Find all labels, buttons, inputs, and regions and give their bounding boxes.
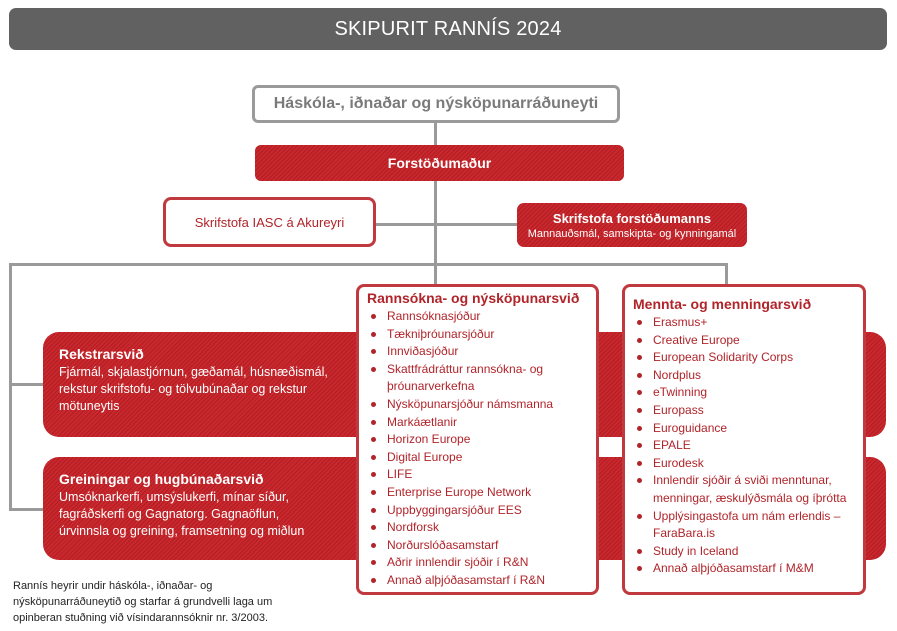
connector-iasc xyxy=(376,223,517,226)
chart-title: SKIPURIT RANNÍS 2024 xyxy=(334,17,562,40)
list-item: Rannsóknasjóður xyxy=(367,308,588,326)
research-division-list xyxy=(367,308,588,590)
director-office-subtitle: Mannauðsmál, samskipta- og kynningamál xyxy=(527,227,737,240)
connector-culture-drop xyxy=(725,263,728,285)
connector-analytics xyxy=(9,508,45,511)
culture-division-panel xyxy=(622,284,866,595)
list-item: Nordplus xyxy=(633,367,855,385)
list-item: Skattfrádráttur rannsókna- og þróunarverkefna xyxy=(367,361,588,396)
director-label: Forstöðumaður xyxy=(387,155,492,171)
list-item: Study in Iceland xyxy=(633,543,855,561)
list-item: Uppbyggingarsjóður EES xyxy=(367,502,588,520)
list-item: Innlendir sjóðir á sviði menntunar, menningar, æskulýðsmála og íþrótta xyxy=(633,472,855,507)
list-item: Digital Europe xyxy=(367,449,588,467)
list-item: Markáætlanir xyxy=(367,414,588,432)
list-item: Eurodesk xyxy=(633,455,855,473)
connector-operations xyxy=(9,383,45,386)
operations-description: Fjármál, skjalastjórnun, gæðamál, húsnæðismál, rekstur skrifstofu- og tölvubúnaðar og rekstur mötuneytis xyxy=(59,365,328,413)
research-division-panel xyxy=(356,284,599,595)
list-item: eTwinning xyxy=(633,384,855,402)
operations-title: Rekstrarsvið xyxy=(59,346,144,362)
ministry-box xyxy=(252,85,620,123)
analytics-title: Greiningar og hugbúnaðarsvið xyxy=(59,471,264,487)
connector-horizontal-main xyxy=(9,263,728,266)
list-item: Enterprise Europe Network xyxy=(367,484,588,502)
list-item: Nordforsk xyxy=(367,519,588,537)
analytics-description: Umsóknarkerfi, umsýslukerfi, mínar síður, fagráðskerfi og Gagnatorg. Gagnaöflun, úrvinnsla og greining, framsetning og miðlun xyxy=(59,490,305,538)
connector-ministry-director xyxy=(434,123,437,145)
list-item: Innviðasjóður xyxy=(367,343,588,361)
list-item: Europass xyxy=(633,402,855,420)
list-item: Upplýsingastofa um nám erlendis – FaraBara.is xyxy=(633,508,855,543)
list-item: EPALE xyxy=(633,437,855,455)
list-item: Norðurslóðasamstarf xyxy=(367,537,588,555)
research-division-title: Rannsókna- og nýsköpunarsvið xyxy=(367,290,580,306)
director-office-title: Skrifstofa forstöðumanns xyxy=(552,210,712,226)
list-item: Euroguidance xyxy=(633,420,855,438)
culture-division-list xyxy=(633,314,855,578)
ministry-label: Háskóla-, iðnaðar og nýsköpunarráðuneyti xyxy=(273,95,599,112)
iasc-office-box xyxy=(163,197,376,247)
footnote: Rannís heyrir undir háskóla-, iðnaðar- og nýsköpunarráðuneytið og starfar á grundvelli laga um opinberan stuðning við vísindarannsóknir nr. 3/2003. xyxy=(13,580,273,624)
list-item: Annað alþjóðasamstarf í M&M xyxy=(633,560,855,578)
list-item: Nýsköpunarsjóður námsmanna xyxy=(367,396,588,414)
list-item: Creative Europe xyxy=(633,332,855,350)
director-box xyxy=(255,145,624,181)
iasc-office-label: Skrifstofa IASC á Akureyri xyxy=(194,214,345,230)
list-item: LIFE xyxy=(367,466,588,484)
connector-director-trunk xyxy=(434,181,437,284)
list-item: European Solidarity Corps xyxy=(633,349,855,367)
list-item: Erasmus+ xyxy=(633,314,855,332)
list-item: Annað alþjóðasamstarf í R&N xyxy=(367,572,588,590)
director-office-box xyxy=(517,203,747,247)
culture-division-title: Mennta- og menningarsvið xyxy=(633,296,812,312)
chart-title-bar xyxy=(9,8,887,50)
list-item: Tækniþróunarsjóður xyxy=(367,326,588,344)
list-item: Aðrir innlendir sjóðir í R&N xyxy=(367,554,588,572)
connector-left-vertical xyxy=(9,263,12,511)
list-item: Horizon Europe xyxy=(367,431,588,449)
